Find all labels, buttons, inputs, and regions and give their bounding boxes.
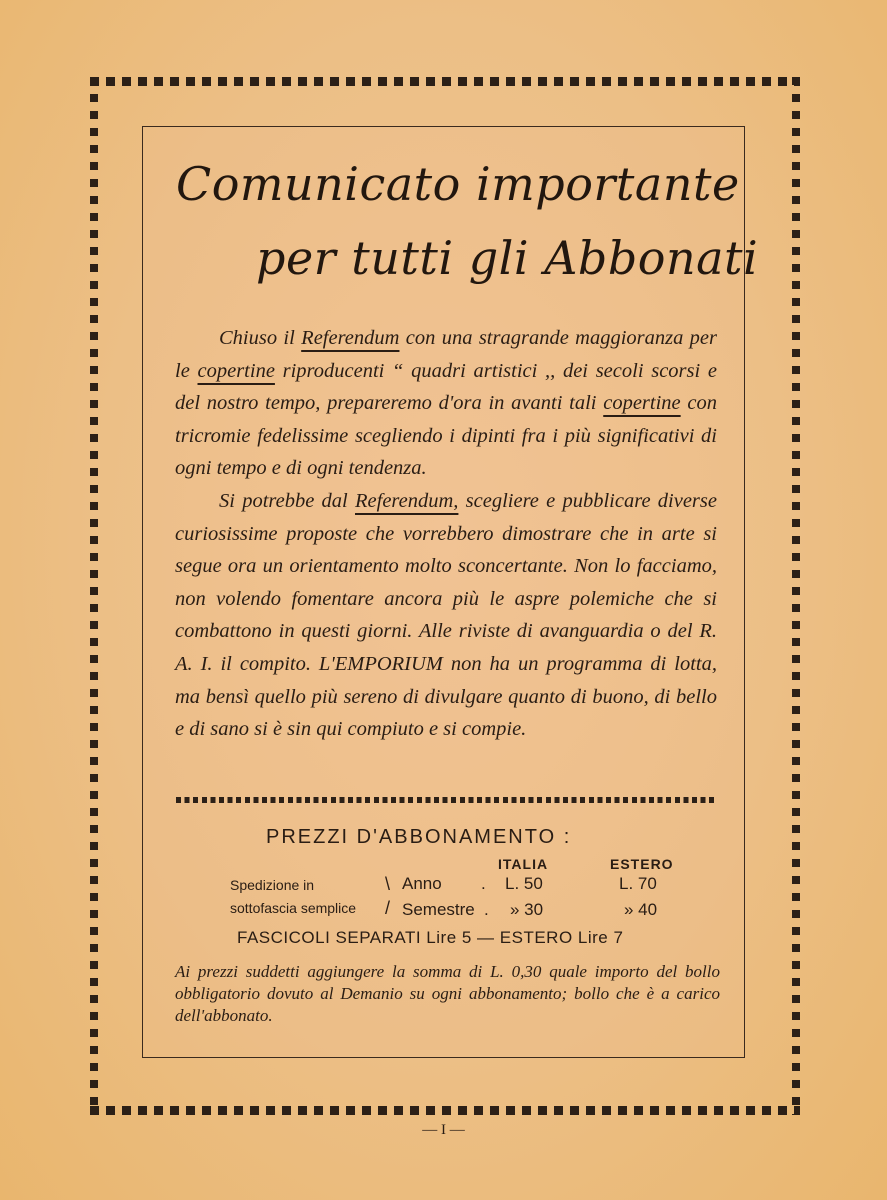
separate-issues-line: FASCICOLI SEPARATI Lire 5 — ESTERO Lire 7 [237,928,624,947]
paragraph-2 [175,485,717,746]
text-run: riproducenti “ quadri artistici ,, dei secoli scorsi e del nostro tempo, prepareremo d'ora in avanti tali [175,359,717,415]
text-run: scegliere e pubblicare diverse curiosissime proposte che vorrebbero dimostrare che in arte si segue ora un orientamento molto sconcertante. Non lo facciamo, non volendo fomentare ancora più le aspre polemiche che si combattono in questi giorni. Alle riviste di avanguardia o del R. A. I. il compito. L'EMPORIUM non ha un programma di lotta, ma bensì quello più sereno di divulgare quanto di buono, di bello e di sano si è sin qui compiuto e si compie. [175,489,717,741]
announcement-body [175,322,717,746]
dotted-separator [176,797,714,803]
row-semestre-period: Semestre [402,900,475,919]
text-run: Si potrebbe dal [219,489,355,512]
column-header-estero: ESTERO [610,856,674,872]
row-anno-estero: L. 70 [619,874,657,893]
brace-top: \ [385,874,391,894]
border-bottom [90,1106,800,1115]
text-run: con tricromie fedelissime scegliendo i dipinti fra i più significativi di ogni tempo e di ogni tendenza. [175,392,717,480]
border-left [90,77,98,1115]
row-semestre-dots: . [484,900,489,919]
column-header-italia: ITALIA [498,856,549,872]
underlined-referendum: Referendum [301,327,400,349]
title-line-2: per tutti gli Abbonati [256,231,759,285]
border-right [792,77,800,1115]
row-anno-dots: . [481,874,486,893]
shipping-label-line-2: sottofascia semplice [230,900,357,916]
row-semestre-estero: » 40 [624,900,658,919]
underlined-copertine: copertine [603,392,681,415]
stamp-duty-note: Ai prezzi suddetti aggiungere la somma di L. 0,30 quale importo del bollo obbligatorio dovuto al Demanio su ogni abbonamento; bollo che è a carico dell'abbonato. [175,962,720,1025]
brace-bottom: / [385,898,391,918]
shipping-label-line-1: Spedizione in [230,877,315,893]
prices-heading: PREZZI D'ABBONAMENTO : [266,826,572,848]
text-run: Chiuso il [219,327,302,349]
underlined-copertine: copertine [197,359,275,382]
row-semestre-italia: » 30 [510,900,544,919]
underlined-referendum: Referendum, [355,489,459,512]
row-anno-italia: L. 50 [505,874,543,893]
page-number: — I — [422,1122,465,1138]
text-run: con una stragrande maggioranza per le [175,327,718,382]
border-top [90,77,800,86]
title-line-1: Comunicato importante [176,157,740,211]
row-anno-period: Anno [402,874,442,893]
paragraph-1 [175,322,717,485]
